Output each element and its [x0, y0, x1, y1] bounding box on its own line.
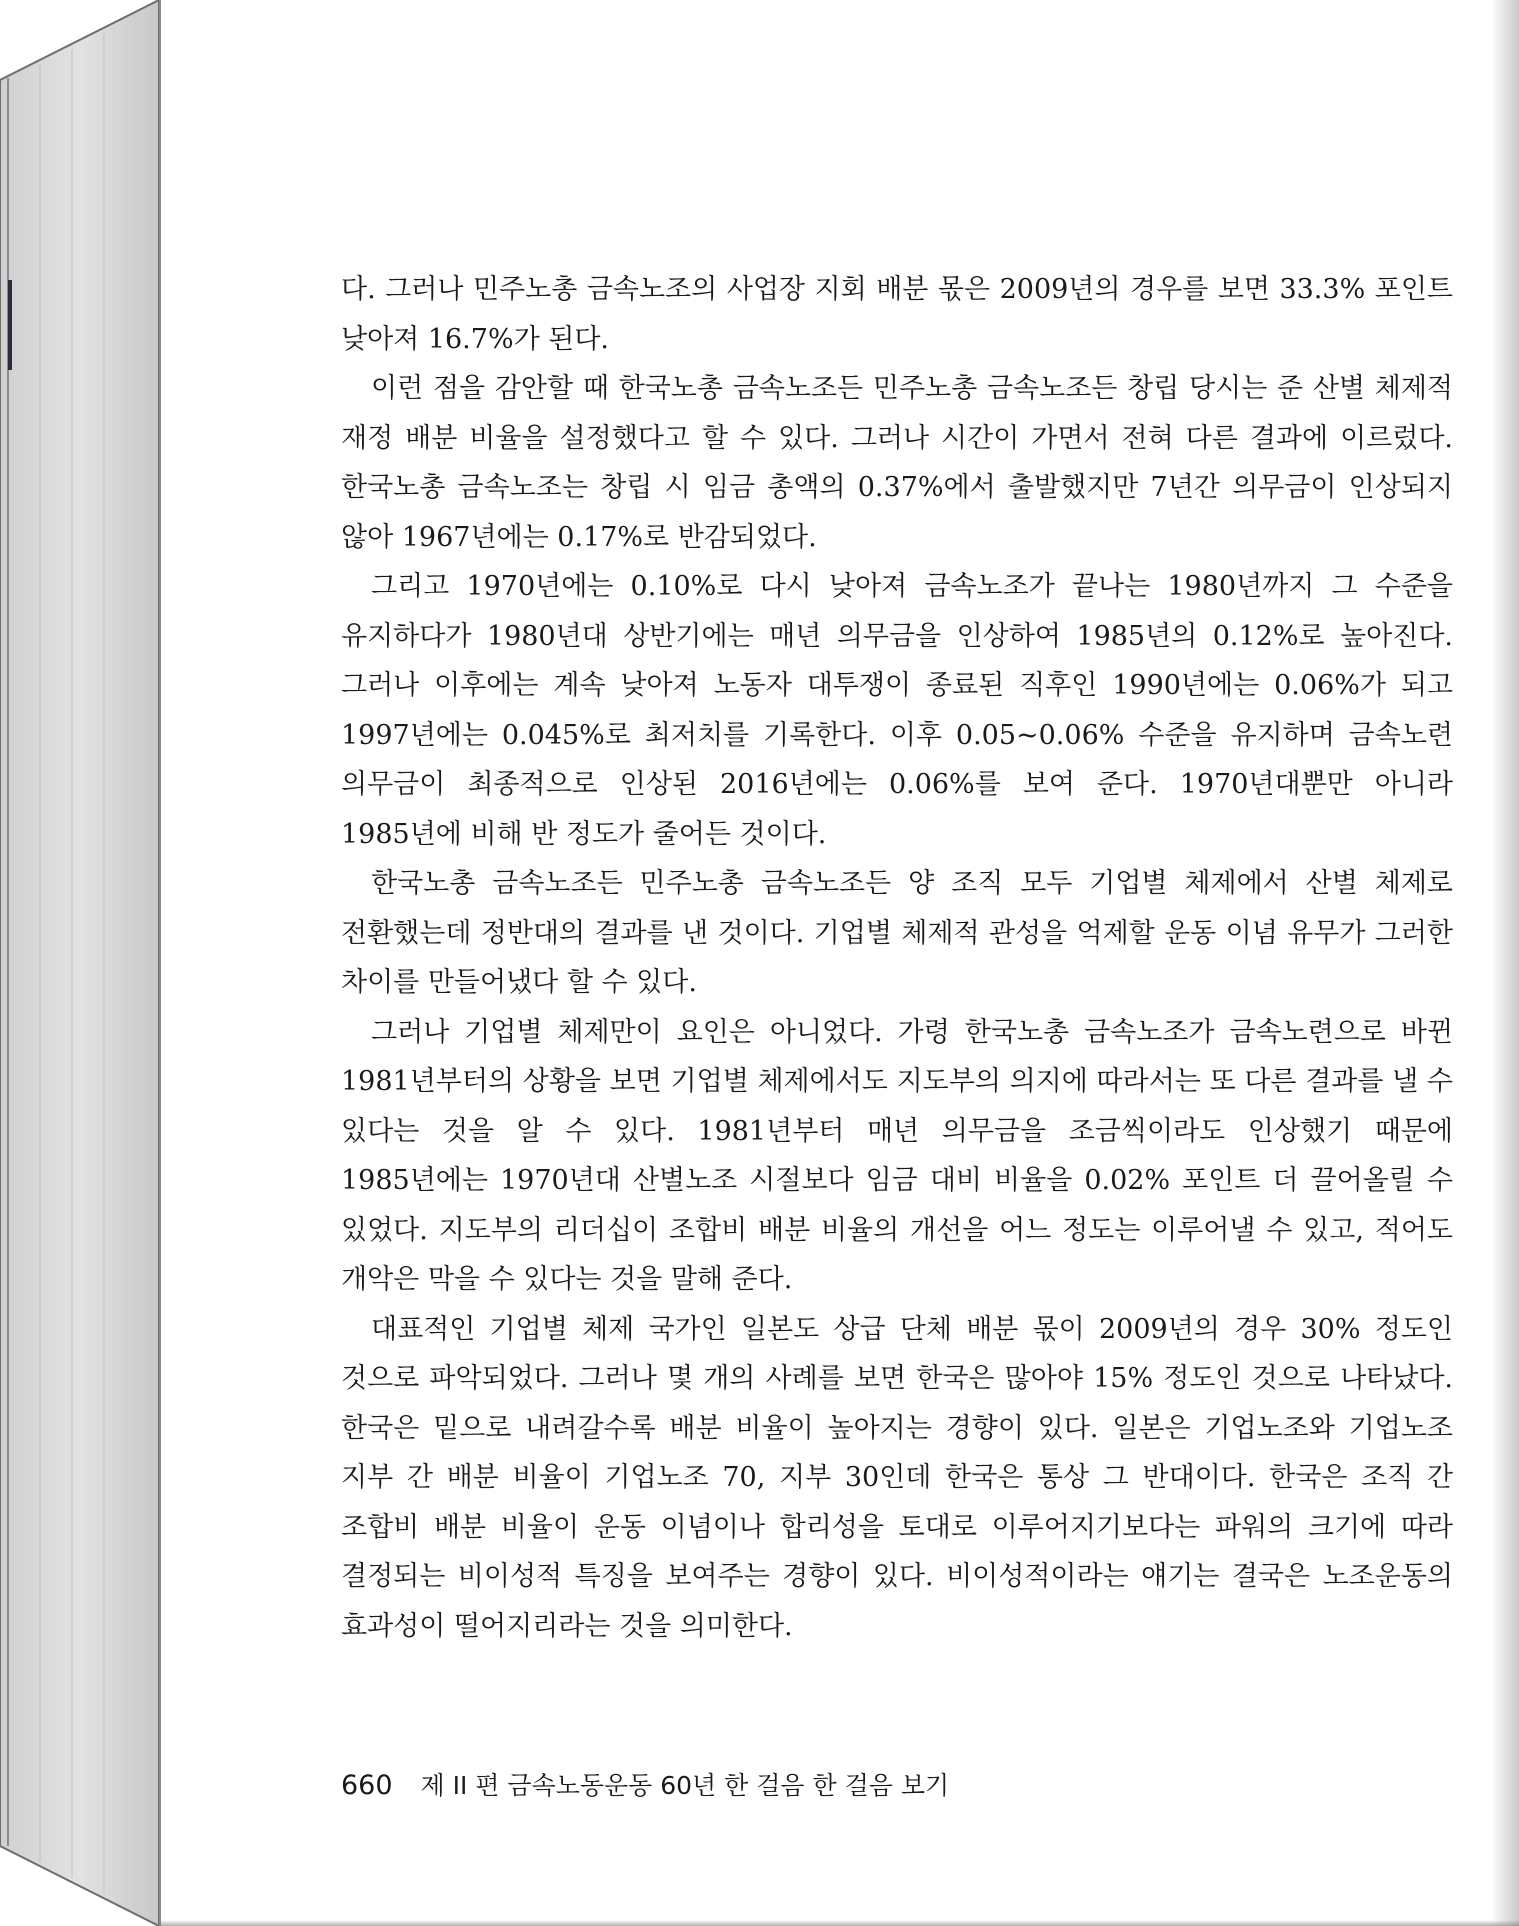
paragraph: 이런 점을 감안할 때 한국노총 금속노조든 민주노총 금속노조든 창립 당시는 준 산별 체제적 재정 배분 비율을 설정했다고 할 수 있다. 그러나 시간이 가면서 전혀 다른 결과에 이르렀다. 한국노총 금속노조는 창립 시 임금 총액의 0.37%에서 출발했지만 7년간 의무금이 인상되지 않아 1967년에는 0.17%로 반감되었다. — [341, 373, 1453, 553]
book-page — [159, 0, 1519, 1926]
running-title: 제 II 편 금속노동운동 60년 한 걸음 한 걸음 보기 — [420, 1771, 950, 1800]
page-footer — [341, 1766, 949, 1802]
page-shadow — [161, 1920, 1519, 1926]
page-shadow — [1491, 0, 1519, 1926]
paragraph: 그리고 1970년에는 0.10%로 다시 낮아져 금속노조가 끝나는 1980년까지 그 수준을 유지하다가 1980년대 상반기에는 매년 의무금을 인상하여 1985년의 0.12%로 높아진다. 그러나 이후에는 계속 낮아져 노동자 대투쟁이 종료된 직후인 1990년에는 0.06%가 되고 1997년에는 0.045%로 최저치를 기록한다. 이후 0.05~0.06% 수준을 유지하며 금속노련 의무금이 최종적으로 인상된 2016년에는 0.06%를 보여 준다. 1970년대뿐만 아니라 1985년에 비해 반 정도가 줄어든 것이다. — [341, 571, 1453, 850]
book-edge — [0, 0, 165, 1926]
paragraph: 그러나 기업별 체제만이 요인은 아니었다. 가령 한국노총 금속노조가 금속노련으로 바뀐 1981년부터의 상황을 보면 기업별 체제에서도 지도부의 의지에 따라서는 또 다른 결과를 낼 수 있다는 것을 알 수 있다. 1981년부터 매년 의무금을 조금씩이라도 인상했기 때문에 1985년에는 1970년대 산별노조 시절보다 임금 대비 비율을 0.02% 포인트 더 끌어올릴 수 있었다. 지도부의 리더십이 조합비 배분 비율의 개선을 어느 정도는 이루어낼 수 있고, 적어도 개악은 막을 수 있다는 것을 말해 준다. — [341, 1016, 1453, 1295]
page-number: 660 — [341, 1770, 393, 1801]
body-text — [341, 265, 1453, 1651]
paragraph: 한국노총 금속노조든 민주노총 금속노조든 양 조직 모두 기업별 체제에서 산별 체제로 전환했는데 정반대의 결과를 낸 것이다. 기업별 체제적 관성을 억제할 운동 이념 유무가 그러한 차이를 만들어냈다 할 수 있다. — [341, 868, 1453, 998]
paragraph: 다. 그러나 민주노총 금속노조의 사업장 지회 배분 몫은 2009년의 경우를 보면 33.3% 포인트 낮아져 16.7%가 된다. — [341, 274, 1453, 355]
paragraph: 대표적인 기업별 체제 국가인 일본도 상급 단체 배분 몫이 2009년의 경우 30% 정도인 것으로 파악되었다. 그러나 몇 개의 사례를 보면 한국은 많아야 15% 정도인 것으로 나타났다. 한국은 밑으로 내려갈수록 배분 비율이 높아지는 경향이 있다. 일본은 기업노조와 기업노조 지부 간 배분 비율이 기업노조 70, 지부 30인데 한국은 통상 그 반대이다. 한국은 조직 간 조합비 배분 비율이 운동 이념이나 합리성을 토대로 이루어지기보다는 파워의 크기에 따라 결정되는 비이성적 특징을 보여주는 경향이 있다. 비이성적이라는 얘기는 결국은 노조운동의 효과성이 떨어지리라는 것을 의미한다. — [341, 1313, 1453, 1642]
